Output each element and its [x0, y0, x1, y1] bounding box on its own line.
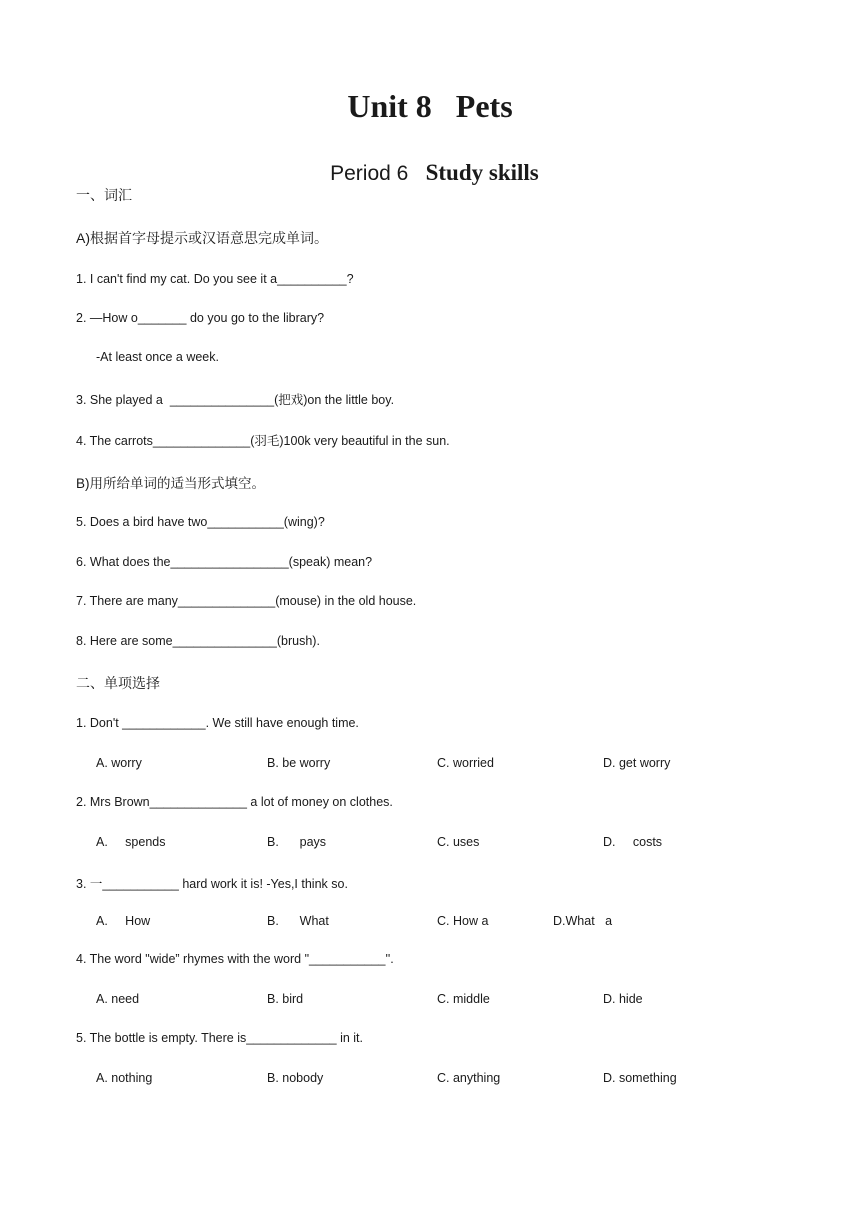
vocab-item-1: 1. I can't find my cat. Do you see it a__________? [76, 272, 354, 286]
part-a-instruction: A)根据首字母提示或汉语意思完成单词。 [76, 230, 328, 246]
page-subtitle [0, 142, 860, 186]
vocab-item-2-answer: -At least once a week. [96, 350, 219, 364]
section-heading-multiple-choice: 二、单项选择 [76, 675, 160, 691]
vocab-item-2: 2. —How o_______ do you go to the library? [76, 311, 325, 325]
section-heading-vocabulary: 一、词汇 [76, 187, 132, 203]
option-a: A. spends [96, 835, 166, 849]
option-b: B. What [267, 914, 329, 928]
option-a: A. worry [96, 756, 142, 770]
option-d: D. hide [603, 992, 643, 1006]
vocab-item-8: 8. Here are some_______________(brush). [76, 634, 320, 648]
part-b-instruction: B)用所给单词的适当形式填空。 [76, 476, 265, 491]
option-a: A. need [96, 992, 140, 1006]
question-stem: 3. 一___________ hard work it is! -Yes,I think so. [76, 877, 348, 891]
option-b: B. pays [267, 835, 327, 849]
vocab-item-7: 7. There are many______________(mouse) in the old house. [76, 594, 417, 608]
option-a: A. nothing [96, 1071, 153, 1085]
topic-label: Study skills [425, 160, 539, 185]
option-c: C. middle [437, 992, 490, 1006]
question-stem: 2. Mrs Brown______________ a lot of money on clothes. [76, 795, 393, 809]
vocab-item-3: 3. She played a _______________(把戏)on the little boy. [76, 393, 395, 407]
option-c: C. How a [437, 914, 489, 928]
question-stem: 5. The bottle is empty. There is_____________ in it. [76, 1031, 363, 1045]
option-d: D.What a [553, 914, 613, 928]
vocab-item-4: 4. The carrots______________(羽毛)100k very beautiful in the sun. [76, 434, 450, 448]
option-d: D. get worry [603, 756, 671, 770]
option-b: B. be worry [267, 756, 331, 770]
option-c: C. anything [437, 1071, 501, 1085]
option-a: A. How [96, 914, 151, 928]
question-stem: 1. Don't ____________. We still have enough time. [76, 716, 359, 730]
vocab-item-5: 5. Does a bird have two___________(wing)? [76, 515, 325, 529]
page-title: Unit 8 Pets [347, 88, 513, 124]
option-d: D. something [603, 1071, 677, 1085]
question-stem: 4. The word "wide” rhymes with the word "___________''. [76, 952, 394, 966]
period-label: Period 6 [330, 162, 409, 185]
vocab-item-6: 6. What does the_________________(speak) mean? [76, 555, 373, 569]
option-d: D. costs [603, 835, 663, 849]
option-c: C. uses [437, 835, 480, 849]
option-b: B. bird [267, 992, 304, 1006]
option-b: B. nobody [267, 1071, 324, 1085]
option-c: C. worried [437, 756, 494, 770]
